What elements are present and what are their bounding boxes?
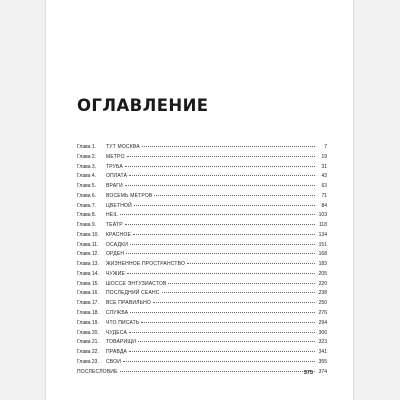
page-ref: 205 [318, 270, 327, 277]
toc-entry [77, 241, 327, 251]
chapter-number: Глава 18. [77, 310, 99, 317]
chapter-number: Глава 2. [77, 153, 97, 160]
toc-entry [77, 299, 327, 309]
chapter-title: ТУТ МОСКВА [106, 144, 140, 150]
toc-entry [77, 231, 327, 241]
chapter-title: ОПЛАТА [106, 173, 128, 180]
chapter-title: ТЕАТР [106, 222, 123, 229]
page-ref: 118 [319, 222, 327, 229]
toc-entry [77, 270, 327, 280]
page-ref: 84 [321, 202, 327, 209]
page-ref: 183 [318, 261, 327, 268]
dot-leader [130, 243, 315, 245]
dot-leader [127, 155, 315, 157]
chapter-title: МЕТРО [106, 153, 125, 160]
page-ref: 294 [318, 319, 327, 326]
toc-entry [77, 202, 327, 212]
dot-leader [154, 194, 315, 196]
toc-entry [77, 358, 327, 368]
chapter-title: КРАСНОЕ [106, 231, 131, 238]
dot-leader [125, 223, 315, 225]
dot-leader [126, 252, 315, 254]
toc-entry [77, 250, 327, 260]
chapter-number: Глава 8. [77, 212, 97, 219]
page-ref: 276 [318, 310, 327, 317]
chapter-number: Глава 15. [77, 280, 99, 287]
dot-leader [138, 340, 315, 342]
chapter-title: ЧУДЕСА [106, 329, 128, 336]
chapter-number: Глава 10. [77, 231, 99, 238]
page-ref: 220 [318, 280, 327, 287]
toc-entry [77, 280, 327, 290]
chapter-number: Глава 22. [77, 349, 99, 356]
toc-entry [77, 172, 327, 182]
chapter-number: Глава 9. [77, 222, 97, 229]
chapter-number: Глава 21. [77, 339, 99, 346]
chapter-title: ЧТО ПИСАТЬ [106, 319, 140, 326]
chapter-title: ВРАГИ [106, 183, 123, 190]
page-ref: 323 [318, 339, 327, 346]
chapter-title: ВСЕ ПРАВИЛЬНО [106, 300, 152, 307]
chapter-title: ТОВАРИЩИ [106, 339, 137, 346]
toc-entry [77, 338, 327, 348]
dot-leader [125, 184, 315, 186]
chapter-number: Глава 23. [77, 358, 99, 365]
page-ref: 19 [321, 153, 327, 160]
page-ref: 355 [318, 358, 327, 365]
chapter-number: Глава 4. [77, 173, 97, 180]
toc-entry [77, 309, 327, 319]
chapter-number: Глава 5. [77, 183, 97, 190]
page-ref: 31 [321, 163, 327, 170]
chapter-title: ЖИЗНЕННОЕ ПРОСТРАНСТВО [106, 261, 186, 268]
page-title: ОГЛАВЛЕНИЕ [77, 96, 209, 115]
page-ref: 63 [321, 183, 327, 190]
page-ref: 151 [318, 241, 327, 248]
dot-leader [142, 145, 315, 147]
dot-leader [127, 272, 315, 274]
dot-leader [168, 282, 315, 284]
chapter-number: Глава 6. [77, 192, 97, 199]
page-ref: 7 [324, 144, 327, 150]
chapter-number: Глава 1. [77, 144, 97, 150]
chapter-title: ПРАВДА [106, 349, 128, 356]
toc-entry [77, 319, 327, 329]
chapter-number: Глава 16. [77, 290, 99, 297]
toc-entry [77, 192, 327, 202]
dot-leader [120, 370, 315, 372]
chapter-title: СЛУЖБА [106, 310, 129, 317]
dot-leader [134, 204, 315, 206]
chapter-title: HEIL [106, 212, 118, 219]
toc-entry [77, 348, 327, 358]
page-ref: 341 [318, 349, 327, 356]
dot-leader [162, 291, 315, 293]
page-ref: 43 [321, 173, 327, 180]
chapter-title: ОСАДКИ [106, 241, 128, 248]
page-number: 375 [303, 370, 313, 376]
chapter-number: Глава 20. [77, 329, 99, 336]
chapter-title: ЦВЕТНОЙ [106, 202, 132, 209]
chapter-number: Глава 14. [77, 270, 99, 277]
page-ref: 168 [318, 251, 327, 258]
toc-entry [77, 368, 327, 378]
dot-leader [123, 360, 315, 362]
dot-leader [153, 301, 315, 303]
dot-leader [129, 350, 315, 352]
chapter-title: ЧУЖИЕ [106, 270, 126, 277]
dot-leader [129, 331, 315, 333]
chapter-title: ПОСЛЕДНИЙ СЕАНС [106, 290, 160, 297]
dot-leader [120, 213, 315, 215]
chapter-number: Глава 17. [77, 300, 99, 307]
toc-entry [77, 289, 327, 299]
dot-leader [187, 262, 315, 264]
page-ref: 238 [318, 290, 327, 297]
chapter-number: Глава 3. [77, 163, 97, 170]
toc-entry [77, 329, 327, 339]
page-ref: 134 [318, 231, 327, 238]
page-ref: 306 [318, 329, 327, 336]
toc-entry [77, 221, 327, 231]
toc-entry [77, 153, 327, 163]
toc-entry [77, 182, 327, 192]
dot-leader [130, 311, 315, 313]
dot-leader [129, 174, 315, 176]
toc-entry [77, 163, 327, 173]
table-of-contents [77, 143, 327, 377]
chapter-title: ШОССЕ ЭНТУЗИАСТОВ [106, 280, 167, 287]
dot-leader [125, 165, 315, 167]
chapter-number: Глава 11. [77, 241, 99, 248]
toc-entry [77, 211, 327, 221]
chapter-title: ТРУБА [106, 163, 123, 170]
chapter-number: Глава 12. [77, 251, 99, 258]
book-page [46, 0, 353, 400]
chapter-title: ПОСЛЕСЛОВИЕ [77, 368, 118, 375]
chapter-title: ВОСЕМЬ МЕТРОВ [106, 192, 153, 199]
dot-leader [133, 233, 315, 235]
toc-entry [77, 260, 327, 270]
dot-leader [141, 321, 315, 323]
chapter-number: Глава 7. [77, 202, 97, 209]
chapter-title: ОРДЕН [106, 251, 125, 258]
chapter-title: СВОИ [106, 358, 122, 365]
toc-entry [77, 143, 327, 153]
page-ref: 250 [318, 300, 327, 307]
chapter-number: Глава 13. [77, 261, 99, 268]
page-ref: 71 [321, 192, 327, 199]
page-ref: 103 [318, 212, 327, 219]
chapter-number: Глава 19. [77, 319, 99, 326]
page-ref: 374 [318, 368, 327, 375]
